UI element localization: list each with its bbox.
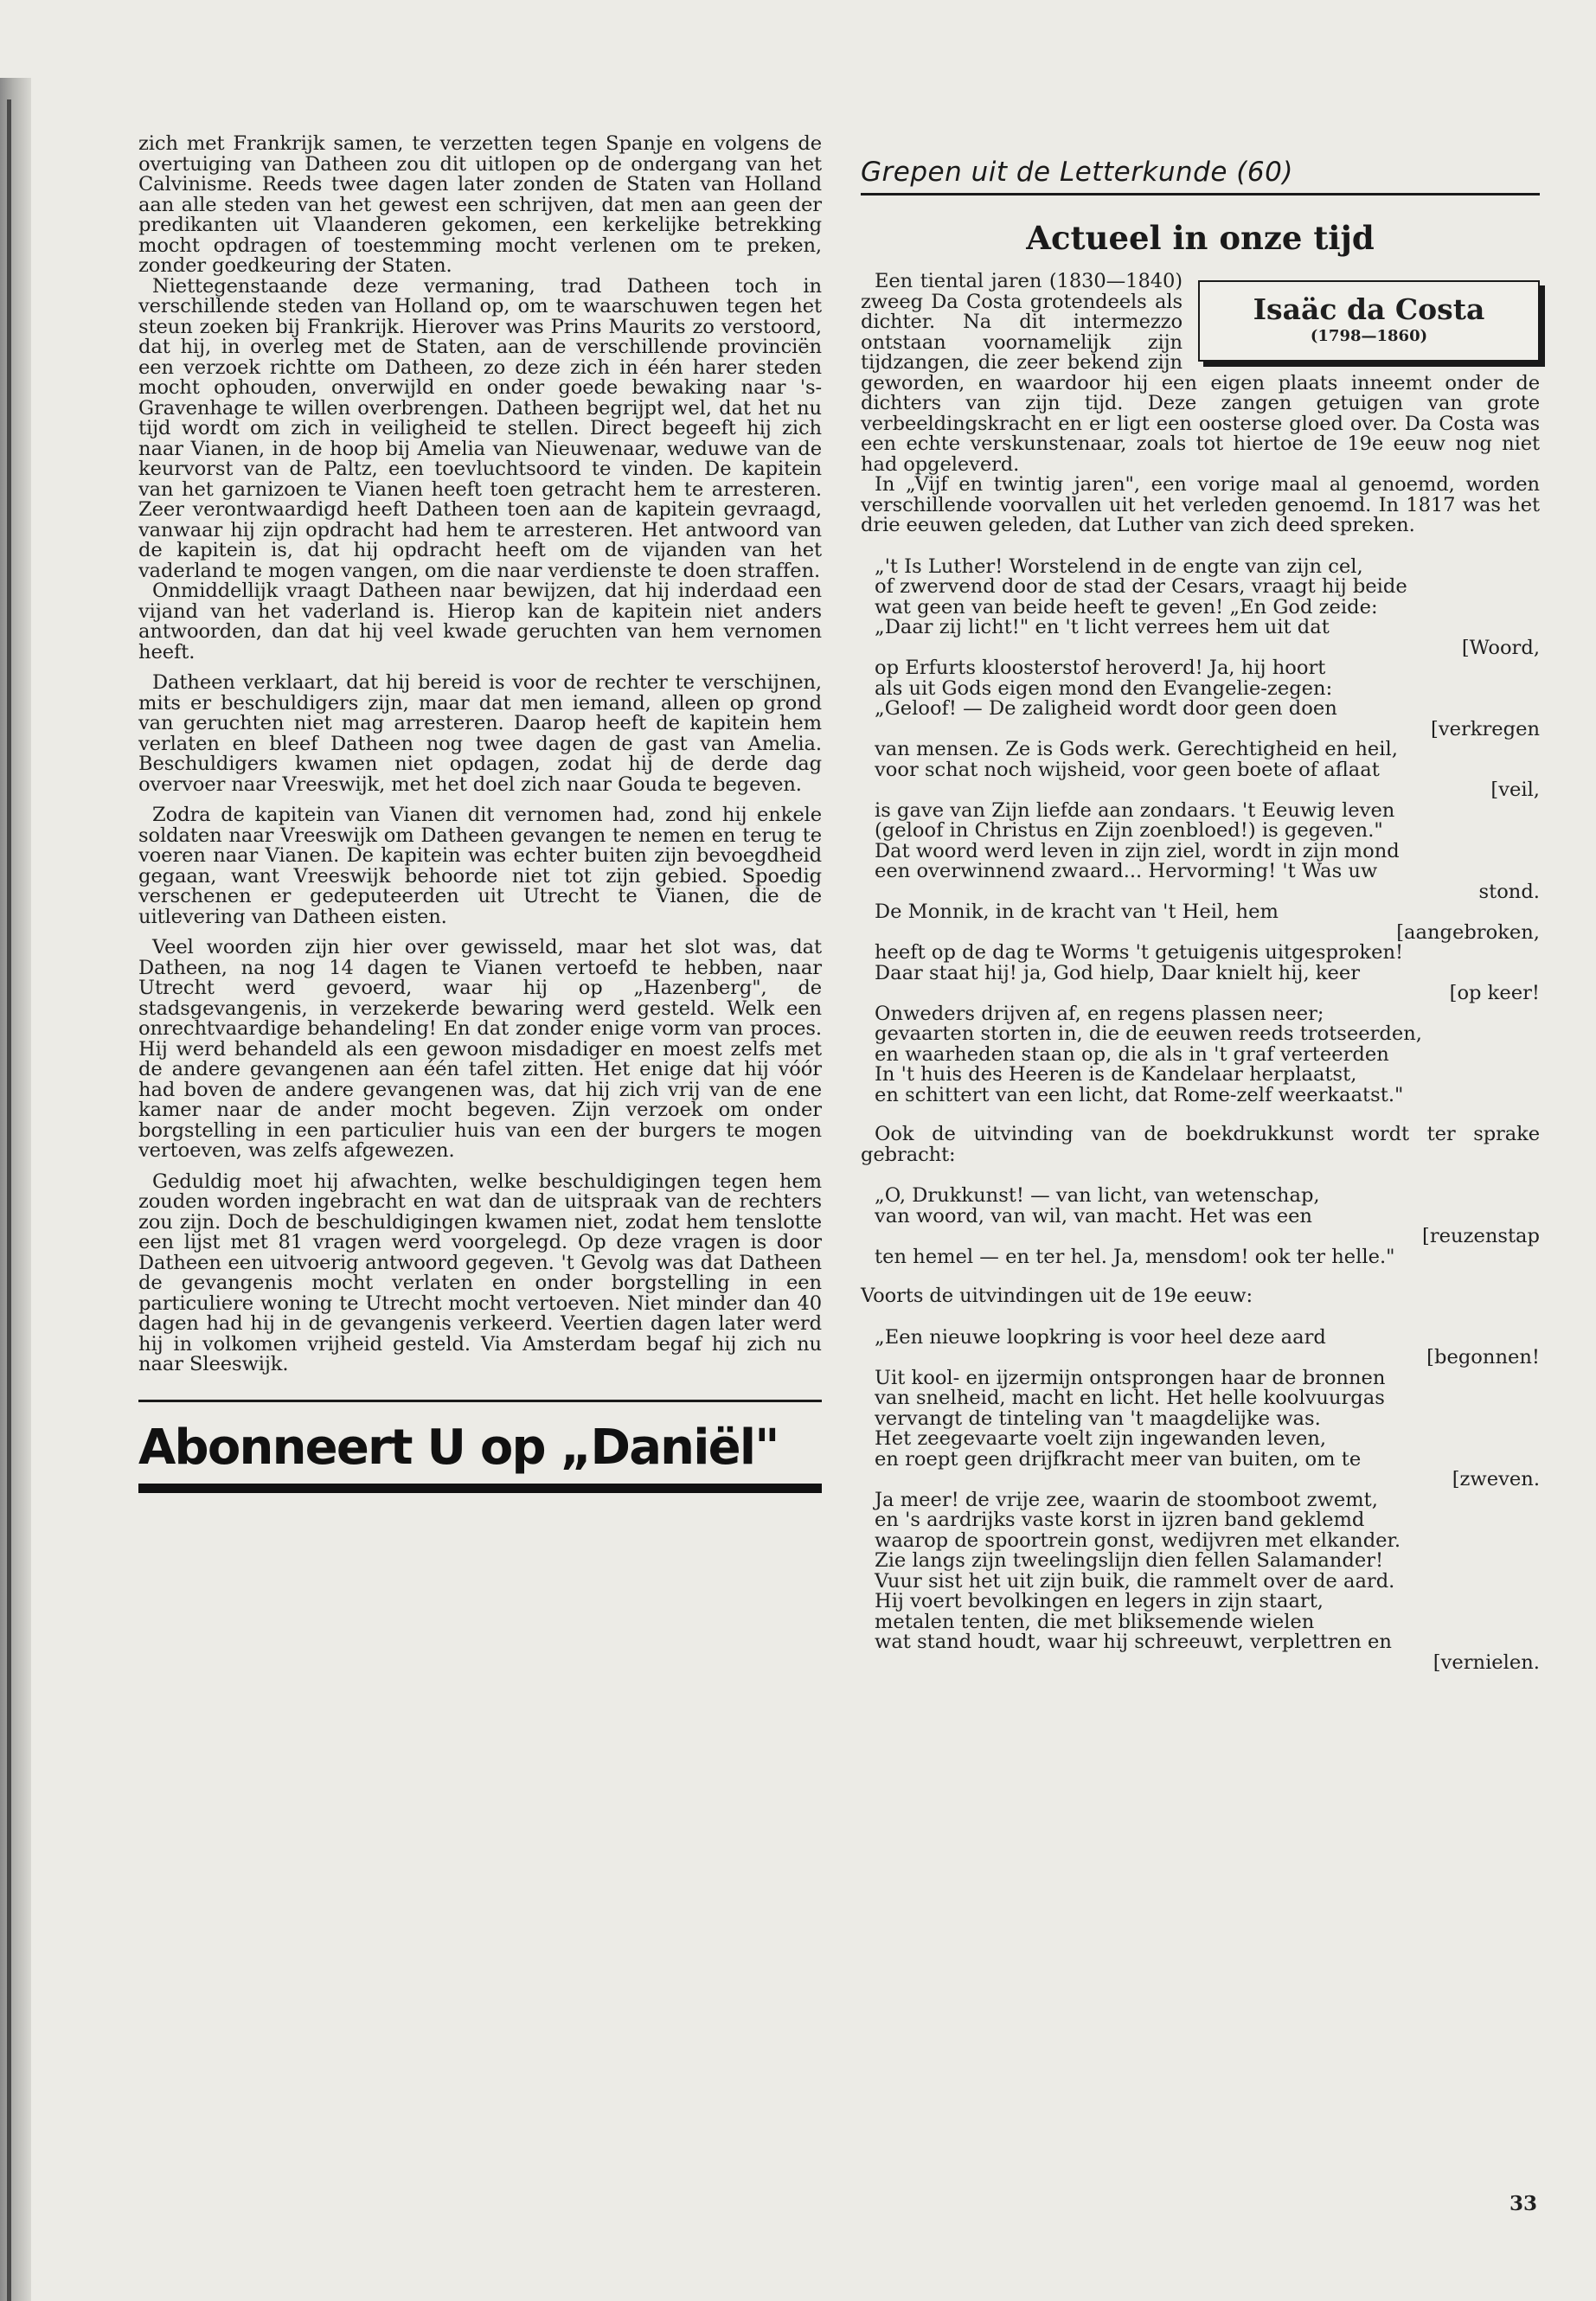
paragraph: Voorts de uitvindingen uit de 19e eeuw: — [861, 1285, 1253, 1307]
series-title: Grepen uit de Letterkunde (60) — [861, 156, 1540, 195]
verse-line: „'t Is Luther! Worstelend in de engte van zijn cel, — [875, 554, 1363, 578]
verse-line: metalen tenten, die met bliksemende wielen — [875, 1610, 1315, 1633]
verse-line: heeft op de dag te Worms 't getuigenis uitgesproken! — [875, 941, 1404, 964]
verse-line: Het zeegevaarte voelt zijn ingewanden leven, — [875, 1427, 1327, 1450]
verse-line: als uit Gods eigen mond den Evangelie-zegen: — [875, 676, 1333, 700]
portrait-box — [1198, 280, 1540, 362]
verse-line: (geloof in Christus en Zijn zoenbloed!) is gegeven." — [875, 819, 1383, 842]
verse-line: van woord, van wil, van macht. Het was een — [875, 1204, 1312, 1227]
verse-line: Uit kool- en ijzermijn ontsprongen haar de bronnen — [875, 1366, 1386, 1389]
verse-line: In 't huis des Heeren is de Kandelaar herplaatst, — [875, 1063, 1357, 1086]
binding-shadow — [0, 78, 31, 2301]
verse-line: Daar staat hij! ja, God hielp, Daar knielt hij, keer — [875, 961, 1361, 984]
left-column — [138, 134, 822, 1493]
verse-line: „Een nieuwe loopkring is voor heel deze aard — [875, 1325, 1326, 1349]
verse-line: en 's aardrijks vaste korst in ijzren band geklemd — [875, 1509, 1365, 1531]
poem-excerpt-luther — [875, 554, 1540, 1106]
verse-line: wat stand houdt, waar hij schreeuwt, verplettren en — [875, 1631, 1392, 1653]
intro-paragraph: Een tiental jaren (1830—1840) zweeg Da Costa grotendeels als dichter. Na dit intermezzo ontstaan voornamelijk zijn tijdzangen, die zeer bekend zijn geworden, en waardoor hij een eigen plaats inneemt onder de dichters van zijn tijd. Deze zangen getuigen van grote verbeeldingskracht en er ligt een oosterse gloed over. Da Costa was een echte verskunstenaar, zoals tot hiertoe de 19e eeuw nog niet had opgeleverd. — [861, 270, 1540, 476]
paragraph: Veel woorden zijn hier over gewisseld, maar het slot was, dat Datheen, na nog 14 dagen te Vianen vertoefd te hebben, naar Utrecht werd gevoerd, waar hij op „Hazenberg", de stadsgevangenis, in verzekerde bewaring werd gesteld. Welk een onrechtvaardige behandeling! En dat zonder enige vorm van proces. Hij werd behandeld als een gewoon misdadiger en moest zelfs met de andere gevangenen aan één tafel zitten. Het enige dat hij vóór had boven de andere gevangenen was, dat hij zich vrij van de ene kamer naar de ander mocht begeven. Zijn verzoek om onder borgstelling in een particulier huis van een der burgers te mogen vertoeven, was zelfs afgewezen. — [138, 936, 822, 1162]
verse-line: vervangt de tinteling van 't maagdelijke was. — [875, 1407, 1321, 1430]
verse-line: en waarheden staan op, die als in 't graf verteerden — [875, 1042, 1389, 1066]
paragraph: Niettegenstaande deze vermaning, trad Datheen toch in verschillende steden van Holland op, om te waarschuwen tegen het steun zoeken bij Frankrijk. Hierover was Prins Maurits zo verstoord, dat hij, in overleg met de Staten, aan de verschillende provinciën een verzoek richtte om Datheen, zo deze zich in één harer steden mocht ophouden, onverwijld en onder goede bewaking naar 's-Gravenhage te willen overbrengen. Datheen begrijpt wel, dat het nu tijd wordt om zich in veiligheid te stellen. Direct begeeft hij zich naar Vianen, in de hoop bij Amelia van Nieuwenaar, weduwe van de keurvorst van de Paltz, een toevluchtsoord te vinden. De kapitein van het garnizoen te Vianen heeft toen getracht hem te arresteren. Zeer verontwaardigd heeft Datheen toen aan de kapitein gevraagd, vanwaar hij zijn opdracht had hem te arresteren. Het antwoord van de kapitein is, dat hij opdracht heeft om de vijanden van het vaderland te mogen vangen, om die naar verdienste te doen straffen. — [138, 274, 822, 582]
verse-line: van snelheid, macht en licht. Het helle koolvuurgas — [875, 1387, 1385, 1409]
verse-line: gevaarten storten in, die de eeuwen reeds trotseerden, — [875, 1022, 1422, 1045]
verse-line: een overwinnend zwaard... Hervorming! 't Was uw — [875, 860, 1378, 882]
verse-line: [veil, — [1490, 779, 1540, 801]
paragraph: Datheen verklaart, dat hij bereid is voor de rechter te verschijnen, mits er beschuldigers zijn, maar dat men iemand, alleen op grond van geruchten niet mag arresteren. Daarop heeft de kapitein hem verlaten en bleef Datheen nog twee dagen de gast van Amelia. Beschuldigers kwamen niet opdagen, zodat hij de derde dag overvoer naar Vreeswijk, met het doel zich naar Gouda te begeven. — [138, 671, 822, 796]
verse-line: Vuur sist het uit zijn buik, die rammelt over de aard. — [875, 1569, 1395, 1593]
verse-line: Dat woord werd leven in zijn ziel, wordt in zijn mond — [875, 839, 1400, 862]
verse-line: [op keer! — [1449, 982, 1540, 1004]
verse-line: [vernielen. — [1433, 1650, 1540, 1674]
verse-line: Zie langs zijn tweelingslijn dien fellen Salamander! — [875, 1549, 1384, 1572]
verse-line: „O, Drukkunst! — van licht, van wetenschap, — [875, 1184, 1320, 1207]
verse-line: ten hemel — en ter hel. Ja, mensdom! ook ter helle." — [875, 1245, 1395, 1268]
paragraph: Ook de uitvinding van de boekdrukkunst wordt ter sprake gebracht: — [861, 1123, 1540, 1166]
paragraph: zich met Frankrijk samen, te verzetten tegen Spanje en volgens de overtuiging van Datheen zou dit uitlopen op de ondergang van het Calvinisme. Reeds twee dagen later zonden de Staten van Holland aan alle steden van het gewest een schrijven, dat men aan geen der predikanten uit Vlaanderen gekomen, een kerkelijke betrekking mocht opdragen of toestemming mocht verlenen om te preken, zonder goedkeuring der Staten. — [138, 132, 822, 277]
binding-edge — [7, 99, 11, 2301]
paragraph: In „Vijf en twintig jaren", een vorige maal al genoemd, worden verschillende voorvallen uit het verleden genoemd. In 1817 was het drie eeuwen geleden, dat Luther van zich deed spreken. — [861, 473, 1540, 536]
article-title: Actueel in onze tijd — [1026, 219, 1375, 257]
paragraph: Geduldig moet hij afwachten, welke beschuldigingen tegen hem zouden worden ingebracht en wat dan de uitspraak van de rechters zou zijn. Doch de beschuldigingen kwamen niet, zodat hem tenslotte een lijst met 81 vragen werd voorgelegd. Op deze vragen is door Datheen een uitvoerig antwoord gegeven. 't Gevolg was dat Datheen de gevangenis mocht verlaten en onder borgstelling in een particuliere woning te Utrecht mocht vertoeven. Niet minder dan 40 dagen had hij in de gevangenis verkeerd. Veertien dagen later werd hij in volkomen vrijheid gesteld. Via Amsterdam begaf hij zich nu naar Sleeswijk. — [138, 1170, 822, 1375]
verse-line: [begonnen! — [1426, 1346, 1540, 1368]
verse-line: [verkregen — [1431, 717, 1540, 740]
poem-excerpt-drukkunst — [875, 1186, 1540, 1267]
verse-line: waarop de spoortrein gonst, wedijvren met elkander. — [875, 1529, 1401, 1552]
subscription-promo: Abonneert U op „Daniël" — [138, 1419, 779, 1476]
paragraph: Onmiddellijk vraagt Datheen naar bewijzen, dat hij inderdaad een vijand van het vaderland is. Hierop kan de kapitein niet anders antwoorden, dan dat hij veel kwade geruchten van hem vernomen heeft. — [138, 580, 822, 663]
verse-line: Hij voert bevolkingen en legers in zijn staart, — [875, 1590, 1324, 1612]
verse-line: stond. — [1478, 880, 1540, 903]
verse-line: [aangebroken, — [1396, 920, 1540, 944]
verse-line: „Geloof! — De zaligheid wordt door geen doen — [875, 697, 1337, 720]
portrait-name: Isaäc da Costa — [1253, 292, 1485, 326]
verse-line: wat geen van beide heeft te geven! „En God zeide: — [875, 595, 1378, 619]
verse-line: [Woord, — [1461, 636, 1540, 659]
verse-line: [zweven. — [1452, 1468, 1540, 1490]
verse-line: of zwervend door de stad der Cesars, vraagt hij beide — [875, 575, 1407, 598]
verse-line: voor schat noch wijsheid, voor geen boete of aflaat — [875, 758, 1380, 781]
portrait-dates: (1798—1860) — [1310, 327, 1428, 345]
verse-line: „Daar zij licht!" en 't licht verrees hem uit dat — [875, 616, 1330, 638]
verse-line: Ja meer! de vrije zee, waarin de stoomboot zwemt, — [875, 1488, 1378, 1511]
verse-line: is gave van Zijn liefde aan zondaars. 't Eeuwig leven — [875, 798, 1395, 822]
verse-line: Onweders drijven af, en regens plassen neer; — [875, 1002, 1324, 1025]
paragraph: Zodra de kapitein van Vianen dit vernomen had, zond hij enkele soldaten naar Vreeswijk om Datheen gevangen te nemen en terug te voeren naar Vianen. De kapitein was echter buiten zijn bevoegdheid gegaan, want Vreeswijk behoorde niet tot zijn gebied. Spoedig verschenen er gedeputeerden uit Utrecht te Vianen, die de uitlevering van Datheen eisten. — [138, 804, 822, 928]
verse-line: en roept geen drijfkracht meer van buiten, om te — [875, 1447, 1362, 1471]
verse-line: van mensen. Ze is Gods werk. Gerechtigheid en heil, — [875, 738, 1398, 760]
promo-rule — [138, 1484, 822, 1493]
page-number: 33 — [1509, 2192, 1537, 2215]
verse-line: De Monnik, in de kracht van 't Heil, hem — [875, 901, 1279, 923]
divider-rule — [138, 1400, 822, 1402]
verse-line: op Erfurts kloosterstof heroverd! Ja, hij hoort — [875, 657, 1326, 679]
verse-line: [reuzenstap — [1422, 1225, 1540, 1247]
right-column — [861, 156, 1540, 1673]
verse-line: en schittert van een licht, dat Rome-zelf weerkaatst." — [875, 1083, 1404, 1106]
poem-excerpt-inventions — [875, 1325, 1540, 1674]
